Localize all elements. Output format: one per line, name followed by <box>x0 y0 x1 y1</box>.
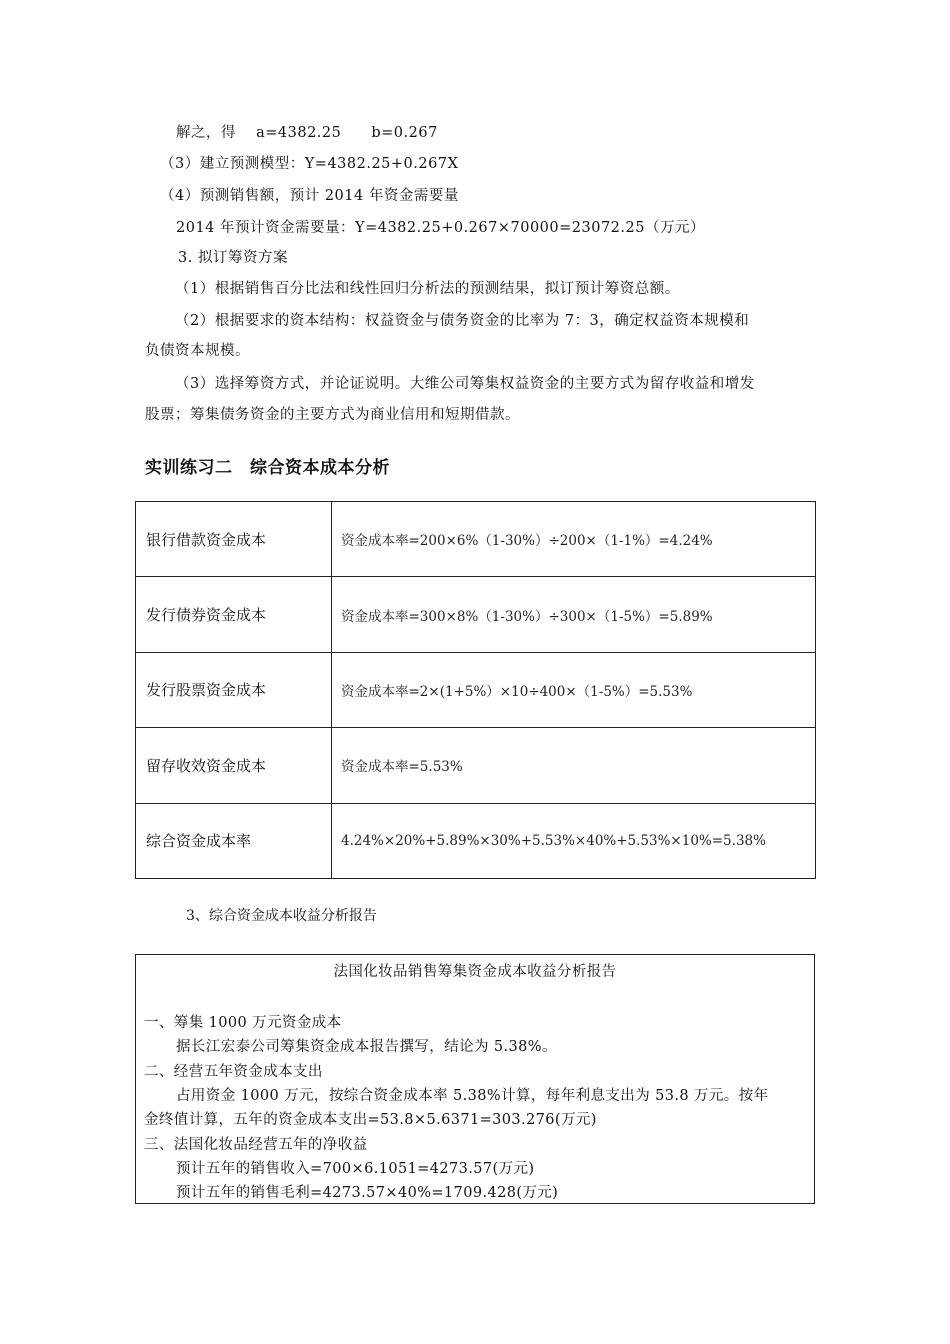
table-row <box>136 502 816 577</box>
row-formula: 资金成本率=5.53% <box>332 728 816 803</box>
table-row <box>136 577 816 652</box>
report-line: 据长江宏泰公司筹集资金成本报告撰写，结论为 5.38%。 <box>176 1039 557 1055</box>
row-formula: 资金成本率=200×6%（1-30%）÷200×（1-1%）=4.24% <box>332 502 816 577</box>
report-line: 占用资金 1000 万元，按综合资金成本率 5.38%计算，每年利息支出为 53.8 万元。按年 <box>176 1088 769 1104</box>
text-line: 2014 年预计资金需要量：Y=4382.25+0.267×70000=23072.25（万元） <box>176 220 705 236</box>
text-line: （2）根据要求的资本结构：权益资金与债务资金的比率为 7：3，确定权益资本规模和 <box>175 313 750 329</box>
report-line: 二、经营五年资金成本支出 <box>144 1064 323 1080</box>
table-row <box>136 728 816 803</box>
report-line: 一、筹集 1000 万元资金成本 <box>144 1015 342 1031</box>
report-line: 预计五年的销售收入=700×6.1051=4273.57(万元) <box>176 1161 535 1177</box>
row-formula: 资金成本率=300×8%（1-30%）÷300×（1-5%）=5.89% <box>332 577 816 652</box>
report-title: 法国化妆品销售筹集资金成本收益分析报告 <box>333 964 617 980</box>
row-label: 发行股票资金成本 <box>136 652 332 727</box>
report-line: 金终值计算，五年的资金成本支出=53.8×5.6371=303.276(万元) <box>144 1112 597 1128</box>
capital-cost-table <box>135 501 816 879</box>
row-label: 留存收效资金成本 <box>136 728 332 803</box>
text-line: （1）根据销售百分比法和线性回归分析法的预测结果，拟订预计筹资总额。 <box>175 281 680 297</box>
report-box <box>135 954 815 1204</box>
text-line: 股票；筹集债务资金的主要方式为商业信用和短期借款。 <box>145 407 520 423</box>
row-formula: 4.24%×20%+5.89%×30%+5.53%×40%+5.53%×10%=5.38% <box>332 803 816 878</box>
table-row <box>136 652 816 727</box>
text-line: 解之，得 a=4382.25 b=0.267 <box>176 125 438 141</box>
row-formula: 资金成本率=2×(1+5%）×10÷400×（1-5%）=5.53% <box>332 652 816 727</box>
table-row <box>136 803 816 878</box>
text-line: （4）预测销售额，预计 2014 年资金需要量 <box>160 188 459 204</box>
report-subheading: 3、综合资金成本收益分析报告 <box>186 908 377 924</box>
text-line: 3. 拟订筹资方案 <box>178 250 288 266</box>
section-title: 实训练习二 综合资本成本分析 <box>145 458 390 478</box>
row-label: 发行债券资金成本 <box>136 577 332 652</box>
text-line: 负债资本规模。 <box>145 343 250 359</box>
row-label: 银行借款资金成本 <box>136 502 332 577</box>
text-line: （3）选择筹资方式，并论证说明。大维公司筹集权益资金的主要方式为留存收益和增发 <box>175 376 755 392</box>
report-line: 三、法国化妆品经营五年的净收益 <box>144 1137 368 1153</box>
row-label: 综合资金成本率 <box>136 803 332 878</box>
report-line: 预计五年的销售毛利=4273.57×40%=1709.428(万元) <box>176 1185 559 1201</box>
text-line: （3）建立预测模型：Y=4382.25+0.267X <box>160 156 459 172</box>
